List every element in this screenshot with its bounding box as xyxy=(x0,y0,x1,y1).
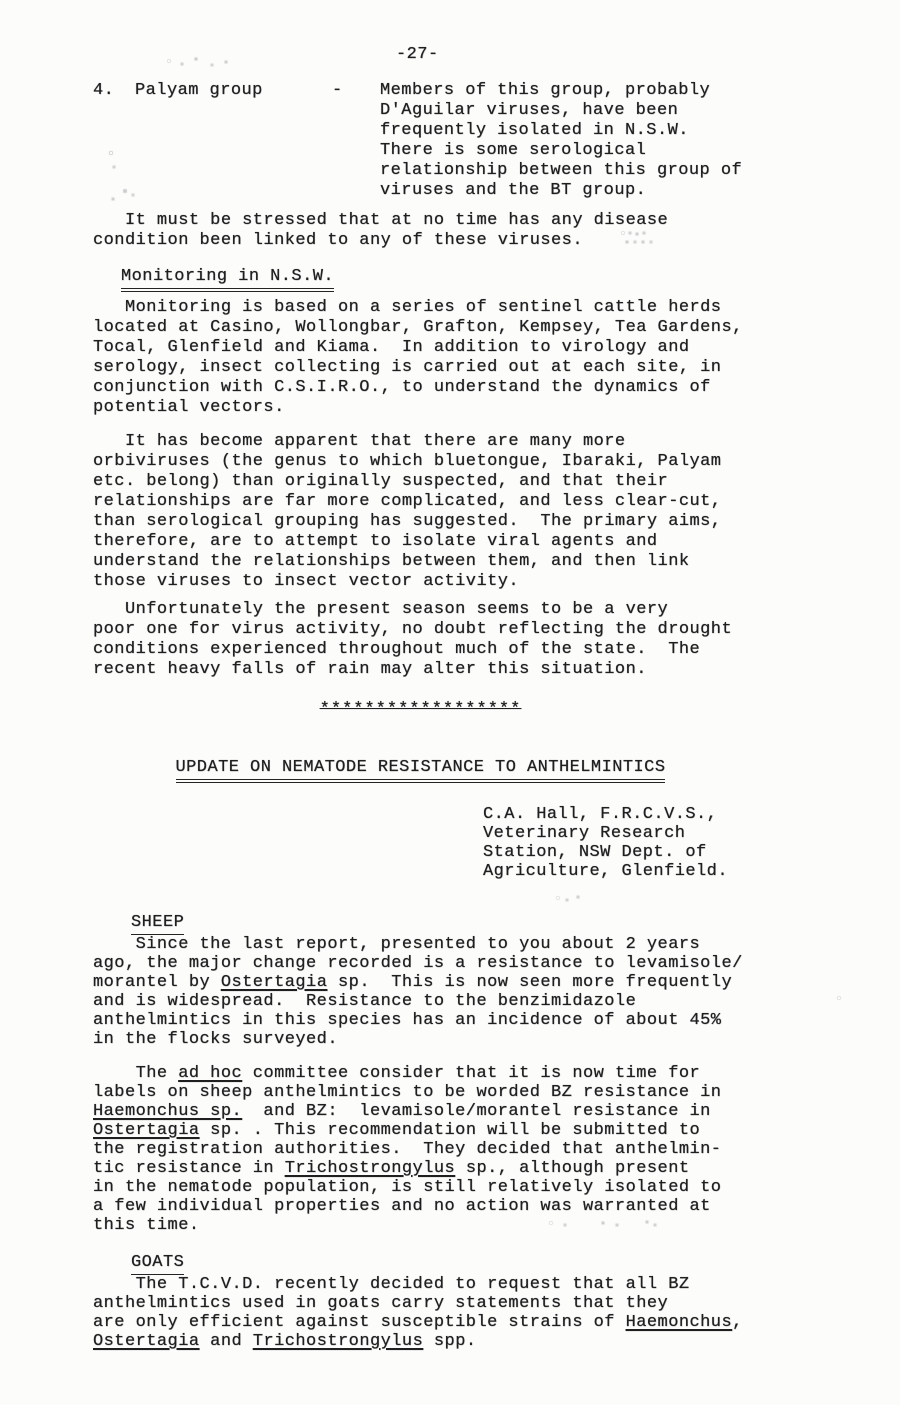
text-line: this time. xyxy=(93,1216,200,1235)
text-line: The T.C.V.D. recently decided to request that all BZ xyxy=(93,1275,690,1294)
item-number: 4. xyxy=(93,81,115,100)
paragraph-season xyxy=(93,600,860,680)
scan-artifact xyxy=(557,897,559,899)
text-line: poor one for virus activity, no doubt reflecting the drought xyxy=(93,620,733,639)
goats-heading-text: GOATS xyxy=(131,1253,184,1275)
text-line: relationships are far more complicated, and less clear-cut, xyxy=(93,492,722,511)
palyam-group-item xyxy=(93,81,860,201)
text-line: Tocal, Glenfield and Kiama. In addition to virology and xyxy=(93,338,690,357)
scan-artifact xyxy=(168,60,170,62)
scan-artifact xyxy=(838,997,840,999)
item-description xyxy=(380,81,860,201)
paragraph-sheep-1 xyxy=(93,935,860,1049)
monitoring-heading-text: Monitoring in N.S.W. xyxy=(121,267,334,292)
scan-artifact xyxy=(110,152,112,154)
text-line: The ad hoc committee consider that it is now time for xyxy=(93,1064,701,1083)
text-line: tic resistance in Trichostrongylus sp., although present xyxy=(93,1159,690,1178)
sheep-heading-text: SHEEP xyxy=(131,913,184,935)
text-line: It has become apparent that there are many more xyxy=(93,432,626,451)
text-line: relationship between this group of xyxy=(380,161,743,180)
text-line: are only efficient against susceptible strains of Haemonchus, xyxy=(93,1313,743,1332)
text-line: D'Aguilar viruses, have been xyxy=(380,101,679,120)
text-line: C.A. Hall, F.R.C.V.S., xyxy=(483,805,718,824)
text-line: orbiviruses (the genus to which bluetongue, Ibaraki, Palyam xyxy=(93,452,722,471)
text-line: therefore, are to attempt to isolate viral agents and xyxy=(93,532,658,551)
text-line: the registration authorities. They decided that anthelmin- xyxy=(93,1140,722,1159)
text-line: than serological grouping has suggested. The primary aims, xyxy=(93,512,722,531)
text-line: Haemonchus sp. and BZ: levamisole/morantel resistance in xyxy=(93,1102,711,1121)
author-block xyxy=(483,805,860,881)
text-line: in the nematode population, is still relatively isolated to xyxy=(93,1178,722,1197)
text-line: Agriculture, Glenfield. xyxy=(483,862,728,881)
text-line: potential vectors. xyxy=(93,398,285,417)
monitoring-heading xyxy=(121,267,860,292)
text-line: anthelmintics used in goats carry statements that they xyxy=(93,1294,669,1313)
text-line: understand the relationships between them, and then link xyxy=(93,552,690,571)
article-title xyxy=(93,758,748,783)
goats-heading xyxy=(131,1253,860,1275)
text-line: etc. belong) than originally suspected, and that their xyxy=(93,472,669,491)
text-line: conditions experienced throughout much of the state. The xyxy=(93,640,701,659)
text-line: Ostertagia sp. . This recommendation will be submitted to xyxy=(93,1121,701,1140)
paragraph-orbiviruses xyxy=(93,432,860,592)
text-line: ago, the major change recorded is a resistance to levamisole/ xyxy=(93,954,743,973)
text-line: conjunction with C.S.I.R.O., to understand the dynamics of xyxy=(93,378,711,397)
text-line: and is widespread. Resistance to the benzimidazole xyxy=(93,992,637,1011)
text-line: Unfortunately the present season seems to be a very xyxy=(93,600,669,619)
paragraph-sheep-2 xyxy=(93,1064,860,1235)
scan-artifact xyxy=(550,1222,552,1224)
text-line: located at Casino, Wollongbar, Grafton, Kempsey, Tea Gardens, xyxy=(93,318,743,337)
text-line: in the flocks surveyed. xyxy=(93,1030,338,1049)
sheep-heading xyxy=(131,913,860,935)
text-line: Ostertagia and Trichostrongylus spp. xyxy=(93,1332,477,1351)
text-line: frequently isolated in N.S.W. xyxy=(380,121,689,140)
text-line: viruses and the BT group. xyxy=(380,181,647,200)
text-line: recent heavy falls of rain may alter this situation. xyxy=(93,660,647,679)
paragraph-disease-statement xyxy=(93,211,860,251)
text-line: Monitoring is based on a series of sentinel cattle herds xyxy=(93,298,722,317)
text-line: condition been linked to any of these viruses. xyxy=(93,231,583,250)
text-line: There is some serological xyxy=(380,141,647,160)
item-separator: - xyxy=(332,81,343,100)
text-line: a few individual properties and no action was warranted at xyxy=(93,1197,711,1216)
text-line: Station, NSW Dept. of xyxy=(483,843,707,862)
text-line: those viruses to insect vector activity. xyxy=(93,572,520,591)
article-title-text: UPDATE ON NEMATODE RESISTANCE TO ANTHELMINTICS xyxy=(176,758,666,783)
item-label: Palyam group xyxy=(135,81,263,100)
asterisk-divider: ****************** xyxy=(319,700,522,719)
paragraph-goats xyxy=(93,1275,860,1351)
text-line: anthelmintics in this species has an incidence of about 45% xyxy=(93,1011,722,1030)
paragraph-monitoring xyxy=(93,298,860,418)
text-line: Members of this group, probably xyxy=(380,81,711,100)
page-number: -27- xyxy=(396,45,439,64)
scan-artifact xyxy=(622,232,624,234)
text-line: labels on sheep anthelmintics to be worded BZ resistance in xyxy=(93,1083,722,1102)
text-line: Veterinary Research xyxy=(483,824,686,843)
text-line: Since the last report, presented to you about 2 years xyxy=(93,935,701,954)
text-line: It must be stressed that at no time has any disease xyxy=(93,211,669,230)
text-line: serology, insect collecting is carried out at each site, in xyxy=(93,358,722,377)
text-line: morantel by Ostertagia sp. This is now seen more frequently xyxy=(93,973,733,992)
